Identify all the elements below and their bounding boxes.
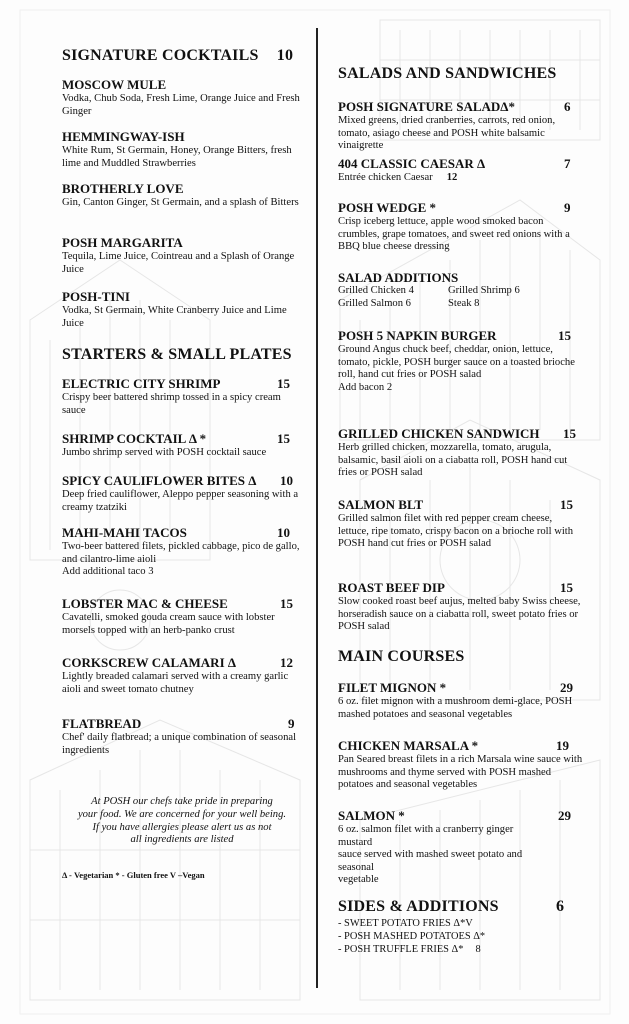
menu-item [338, 426, 583, 480]
item-price: 9 [288, 716, 295, 731]
item-price: 10 [277, 525, 290, 540]
item-name: LOBSTER MAC & CHEESE [62, 596, 228, 611]
menu-item [62, 376, 302, 417]
item-desc: Herb grilled chicken, mozzarella, tomato, arugula, balsamic, basil aioli on a ciabatta roll, POSH hand cut fries or POSH salad [338, 442, 568, 479]
item-name: POSH MARGARITA [62, 235, 183, 250]
signature-cocktails-title: SIGNATURE COCKTAILS [62, 47, 259, 64]
item-name: ELECTRIC CITY SHRIMP [62, 376, 221, 391]
item-desc-line: vegetable [338, 874, 379, 886]
item-name: GRILLED CHICKEN SANDWICH [338, 426, 540, 441]
item-name: SHRIMP COCKTAIL Δ * [62, 431, 207, 446]
side-item: - SWEET POTATO FRIES Δ*V [338, 918, 473, 929]
menu-item [338, 497, 583, 551]
item-desc: Mixed greens, dried cranberries, carrots, red onion, tomato, asiago cheese and POSH white balsamic vinaigrette [338, 115, 556, 152]
dietary-legend: Δ - Vegetarian * - Gluten free V –Vegan [62, 870, 205, 880]
item-price: 15 [277, 376, 290, 391]
item-name: POSH SIGNATURE SALADΔ* [338, 99, 515, 114]
menu-item [62, 431, 302, 460]
item-price: 29 [560, 680, 573, 695]
signature-cocktails-price: 10 [276, 47, 294, 64]
item-name: BROTHERLY LOVE [62, 181, 184, 196]
item-desc-line: sauce served with mashed sweet potato and [338, 849, 523, 861]
item-desc: Entrée chicken Caesar [338, 172, 433, 183]
column-divider [316, 28, 318, 988]
item-price: 15 [558, 328, 571, 343]
item-desc: Chef' daily flatbread; a unique combination of seasonal ingredients [62, 732, 297, 756]
note-line: your food. We are concerned for your well being. [77, 808, 287, 820]
note-line: If you have allergies please alert us as not [92, 821, 272, 833]
item-name: 404 CLASSIC CAESAR Δ [338, 156, 486, 171]
salad-additions-title: SALAD ADDITIONS [338, 270, 459, 285]
item-name: POSH 5 NAPKIN BURGER [338, 328, 497, 343]
item-price: 29 [558, 808, 571, 823]
menu-item [338, 328, 583, 394]
item-desc-line: 6 oz. salmon filet with a cranberry ginger [338, 824, 514, 835]
item-desc: Grilled salmon filet with red pepper cream cheese, lettuce, ripe tomato, crispy bacon on a brioche roll with POSH hand cut fries or POSH salad [338, 513, 574, 550]
menu-item [62, 77, 302, 118]
item-price: 10 [280, 473, 293, 488]
menu-item [62, 289, 302, 330]
addition-option: Steak 8 [448, 297, 480, 309]
item-desc: Crisp iceberg lettuce, apple wood smoked bacon crumbles, grape tomatoes, and sweet red onions with a BBQ blue cheese dressing [338, 216, 570, 253]
item-name: ROAST BEEF DIP [338, 580, 445, 595]
item-desc: White Rum, St Germain, Honey, Orange Bitters, fresh lime and Muddled Strawberries [62, 145, 292, 169]
addition-option: Grilled Shrimp 6 [448, 285, 520, 296]
menu-item [62, 596, 302, 637]
item-price: 9 [564, 200, 571, 215]
item-price: 15 [280, 596, 293, 611]
item-price: 15 [563, 426, 576, 441]
item-desc: Two-beer battered filets, pickled cabbage, pico de gallo, and cilantro-lime aioli [62, 541, 300, 565]
item-name: FLATBREAD [62, 716, 142, 731]
item-desc: Pan Seared breast filets in a rich Marsala wine sauce with mushrooms and thyme served with POSH mashed potatoes and seasonal vegetables [338, 754, 583, 791]
sides-price: 6 [556, 898, 565, 915]
menu-item [338, 156, 583, 185]
item-desc: Gin, Canton Ginger, St Germain, and a splash of Bitters [62, 197, 299, 208]
item-name: POSH-TINI [62, 289, 130, 304]
item-price: 15 [560, 497, 573, 512]
item-extra: Add bacon 2 [338, 381, 393, 393]
item-name: MAHI-MAHI TACOS [62, 525, 187, 540]
main-courses-heading: MAIN COURSES [338, 648, 465, 665]
menu-item [338, 580, 583, 634]
item-desc: Deep fried cauliflower, Aleppo pepper seasoning with a creamy tzatziki [62, 489, 299, 513]
menu-item [338, 738, 583, 792]
salads-heading: SALADS AND SANDWICHES [338, 65, 557, 82]
menu-item [62, 473, 302, 514]
addition-option: Grilled Chicken 4 [338, 285, 414, 296]
menu-item [338, 99, 583, 153]
item-desc: Vodka, St Germain, White Cranberry Juice and Lime Juice [62, 305, 287, 329]
item-name: SALMON * [338, 808, 405, 823]
menu-item [62, 525, 302, 579]
menu-item [62, 129, 302, 170]
signature-cocktails-heading [62, 47, 293, 65]
starters-heading: STARTERS & SMALL PLATES [62, 346, 292, 363]
item-desc: Slow cooked roast beef aujus, melted baby Swiss cheese, horseradish sauce on a ciabatta roll, sweet potato fries or POSH salad [338, 596, 581, 633]
allergy-note [62, 796, 302, 847]
sides-heading [338, 898, 578, 916]
item-price: 6 [564, 99, 571, 114]
item-name: SALMON BLT [338, 497, 424, 512]
menu-item [62, 655, 302, 696]
item-name: HEMMINGWAY-ISH [62, 129, 185, 144]
item-desc: Cavatelli, smoked gouda cream sauce with lobster morsels topped with an herb-panko crust [62, 612, 275, 636]
item-desc: Ground Angus chuck beef, cheddar, onion, lettuce, tomato, pickle, POSH burger sauce on a toasted brioche roll, hand cut fries or POSH salad [338, 344, 575, 381]
item-desc-price: 12 [446, 172, 458, 183]
sides-list [338, 917, 583, 956]
item-desc: Jumbo shrimp served with POSH cocktail sauce [62, 447, 267, 458]
note-line: all ingredients are listed [130, 834, 234, 846]
item-name: SPICY CAULIFLOWER BITES Δ [62, 473, 257, 488]
item-name: CHICKEN MARSALA * [338, 738, 479, 753]
item-desc-line: seasonal [338, 861, 374, 873]
item-name: CORKSCREW CALAMARI Δ [62, 655, 237, 670]
item-price: 7 [564, 156, 571, 171]
salad-additions [338, 270, 583, 310]
item-desc: Lightly breaded calamari served with a creamy garlic aioli and sweet tomato chutney [62, 671, 289, 695]
menu-item [62, 716, 302, 757]
item-extra: Add additional taco 3 [62, 566, 154, 578]
menu-item [62, 235, 302, 276]
item-desc: 6 oz. filet mignon with a mushroom demi-glace, POSH mashed potatoes and seasonal vegetables [338, 696, 573, 720]
sides-title: SIDES & ADDITIONS [338, 898, 499, 915]
item-name: MOSCOW MULE [62, 77, 167, 92]
item-desc: Tequila, Lime Juice, Cointreau and a Splash of Orange Juice [62, 251, 295, 275]
item-desc: Crispy beer battered shrimp tossed in a spicy cream sauce [62, 392, 281, 416]
item-desc: Vodka, Chub Soda, Fresh Lime, Orange Juice and Fresh Ginger [62, 93, 300, 117]
menu-item [338, 200, 583, 254]
item-price: 12 [280, 655, 293, 670]
item-name: POSH WEDGE * [338, 200, 437, 215]
menu-item [338, 680, 583, 721]
item-price: 19 [556, 738, 569, 753]
menu-item [338, 808, 583, 887]
note-line: At POSH our chefs take pride in preparing [91, 796, 273, 807]
item-price: 15 [560, 580, 573, 595]
item-desc-line: mustard [338, 836, 373, 848]
item-name: FILET MIGNON * [338, 680, 447, 695]
menu-item [62, 181, 302, 210]
side-item: - POSH TRUFFLE FRIES Δ* 8 [338, 944, 481, 955]
addition-option: Grilled Salmon 6 [338, 297, 411, 309]
item-price: 15 [277, 431, 290, 446]
side-item: - POSH MASHED POTATOES Δ* [338, 931, 486, 942]
